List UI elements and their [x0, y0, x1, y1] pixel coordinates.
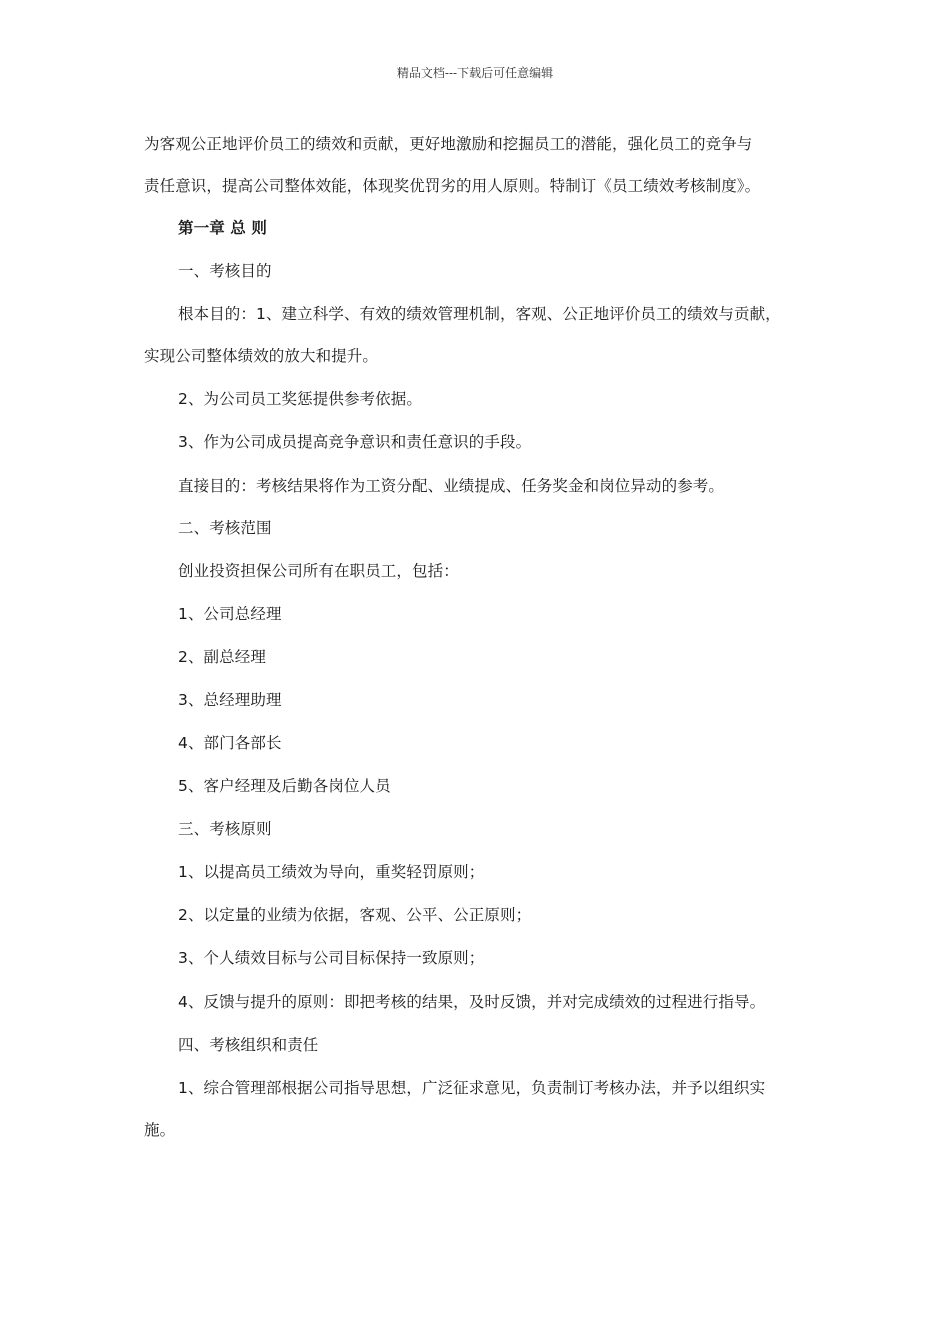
paragraph-line: 直接目的：考核结果将作为工资分配、业绩提成、任务奖金和岗位异动的参考。	[178, 477, 725, 495]
page-header: 精品文档---下载后可任意编辑	[396, 66, 554, 80]
paragraph-line: 实现公司整体绩效的放大和提升。	[144, 347, 379, 365]
section-heading-3: 三、考核原则	[178, 820, 272, 838]
list-item: 3、个人绩效目标与公司目标保持一致原则；	[178, 949, 485, 967]
section-heading-1: 一、考核目的	[178, 262, 272, 280]
list-item: 3、作为公司成员提高竞争意识和责任意识的手段。	[178, 433, 532, 451]
list-item: 4、部门各部长	[178, 734, 282, 752]
list-item: 1、以提高员工绩效为导向，重奖轻罚原则；	[178, 863, 485, 881]
list-item: 2、以定量的业绩为依据，客观、公平、公正原则；	[178, 906, 532, 924]
intro-line-2: 责任意识，提高公司整体效能，体现奖优罚劣的用人原则。特制订《员工绩效考核制度》。	[144, 177, 761, 195]
paragraph-line: 1、综合管理部根据公司指导思想，广泛征求意见，负责制订考核办法，并予以组织实	[178, 1079, 766, 1097]
list-item: 1、公司总经理	[178, 605, 282, 623]
list-item: 5、客户经理及后勤各岗位人员	[178, 777, 391, 795]
section-heading-4: 四、考核组织和责任	[178, 1036, 319, 1054]
section-heading-2: 二、考核范围	[178, 519, 272, 537]
list-item: 3、总经理助理	[178, 691, 282, 709]
chapter-heading: 第一章 总 则	[178, 219, 267, 237]
paragraph-line: 根本目的：1、建立科学、有效的绩效管理机制，客观、公正地评价员工的绩效与贡献，	[178, 305, 781, 323]
list-item: 2、为公司员工奖惩提供参考依据。	[178, 390, 422, 408]
intro-line-1: 为客观公正地评价员工的绩效和贡献，更好地激励和挖掘员工的潜能，强化员工的竞争与	[144, 135, 753, 153]
paragraph-line: 施。	[144, 1121, 176, 1139]
list-item: 2、副总经理	[178, 648, 266, 666]
paragraph-line: 创业投资担保公司所有在职员工，包括：	[178, 562, 459, 580]
list-item: 4、反馈与提升的原则：即把考核的结果，及时反馈，并对完成绩效的过程进行指导。	[178, 993, 766, 1011]
